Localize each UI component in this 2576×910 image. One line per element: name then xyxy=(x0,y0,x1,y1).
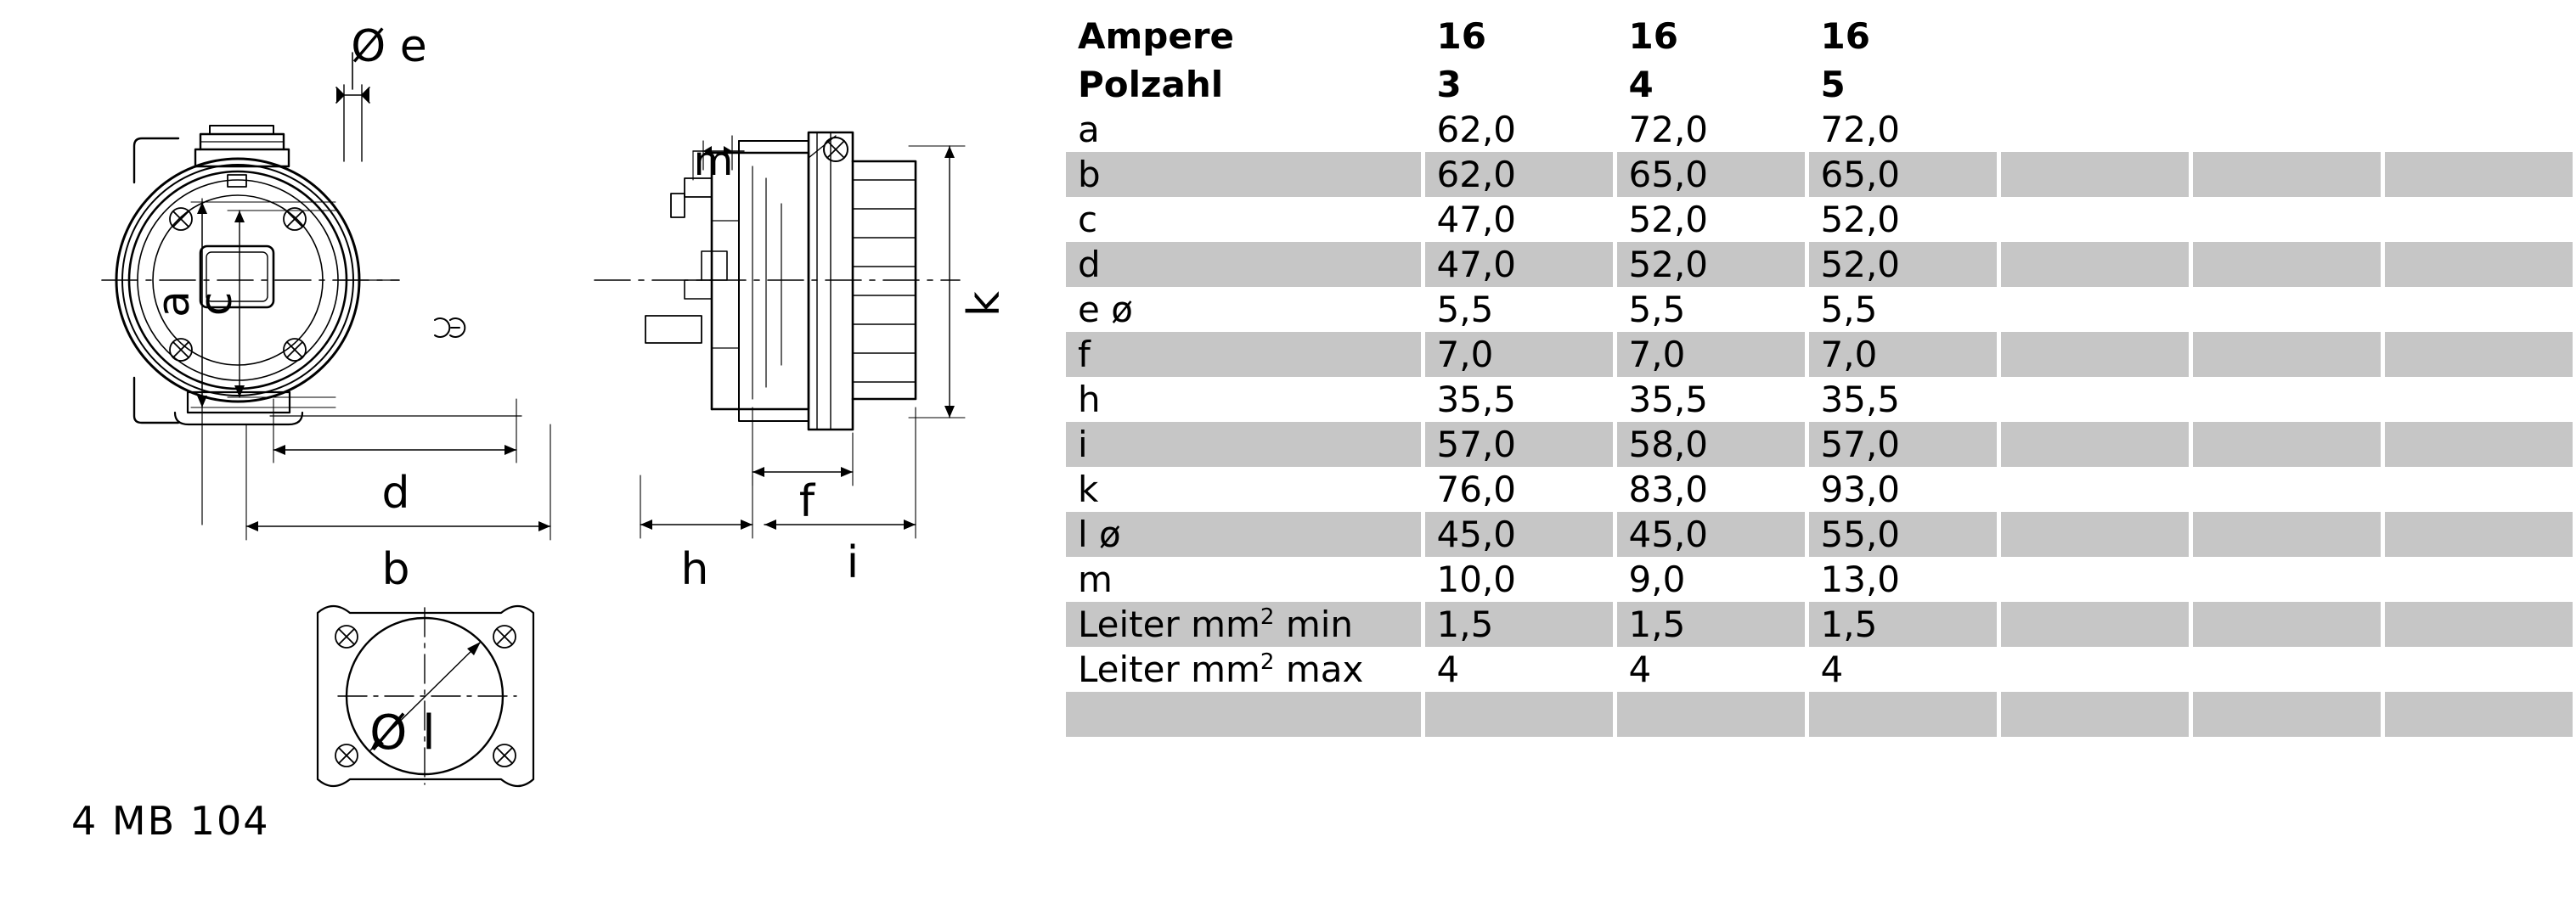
part-number: 4 MB 104 xyxy=(71,798,270,844)
cell-value xyxy=(1998,377,2190,422)
ce-marking xyxy=(435,318,465,337)
row-label: c xyxy=(1066,197,1423,242)
table-row xyxy=(1066,422,2574,467)
cell-value: 62,0 xyxy=(1423,107,1615,152)
cell-value xyxy=(1998,647,2190,692)
cell-value: 10,0 xyxy=(1423,557,1615,602)
cell-value xyxy=(2190,422,2382,467)
row-label: Ampere xyxy=(1066,0,1423,61)
table-header-row xyxy=(1066,61,2574,107)
table-row xyxy=(1066,107,2574,152)
row-label: b xyxy=(1066,152,1423,197)
cell-value: 1,5 xyxy=(1807,602,1998,647)
cell-value: 47,0 xyxy=(1423,197,1615,242)
cell-value xyxy=(1615,692,1807,737)
cell-value xyxy=(2382,107,2574,152)
cell-value: 4 xyxy=(1423,647,1615,692)
cell-value xyxy=(1423,692,1615,737)
cell-value xyxy=(2190,197,2382,242)
cell-value xyxy=(1998,422,2190,467)
table-row xyxy=(1066,197,2574,242)
label-i: i xyxy=(846,537,860,588)
cell-value xyxy=(2382,602,2574,647)
cell-value xyxy=(2190,287,2382,332)
cell-value xyxy=(2382,242,2574,287)
cell-value: 13,0 xyxy=(1807,557,1998,602)
cell-value: 57,0 xyxy=(1423,422,1615,467)
row-label: Leiter $mm^2$ min xyxy=(1066,602,1423,647)
cell-value xyxy=(2190,107,2382,152)
cell-value: 5,5 xyxy=(1807,287,1998,332)
cell-value xyxy=(2190,332,2382,377)
table-row xyxy=(1066,377,2574,422)
cell-value: 4 xyxy=(1615,61,1807,107)
cell-value xyxy=(2382,197,2574,242)
label-a: a xyxy=(149,290,200,317)
cell-value xyxy=(2190,602,2382,647)
cell-value: 76,0 xyxy=(1423,467,1615,512)
cell-value: 93,0 xyxy=(1807,467,1998,512)
cell-value xyxy=(2382,467,2574,512)
row-label: Leiter $mm^2$ max xyxy=(1066,647,1423,692)
cell-value xyxy=(2382,332,2574,377)
label-c: c xyxy=(191,291,242,317)
label-d: d xyxy=(381,468,410,519)
cell-value: 72,0 xyxy=(1615,107,1807,152)
cell-value: 65,0 xyxy=(1615,152,1807,197)
cell-value xyxy=(1998,332,2190,377)
label-k: k xyxy=(959,290,1010,317)
cell-value xyxy=(2190,692,2382,737)
cell-value: 5,5 xyxy=(1423,287,1615,332)
cell-value: 7,0 xyxy=(1423,332,1615,377)
row-label: Polzahl xyxy=(1066,61,1423,107)
table-row xyxy=(1066,512,2574,557)
table-row xyxy=(1066,647,2574,692)
cell-value: 57,0 xyxy=(1807,422,1998,467)
row-label: k xyxy=(1066,467,1423,512)
table-row xyxy=(1066,602,2574,647)
cell-value xyxy=(2382,557,2574,602)
table-row xyxy=(1066,557,2574,602)
cell-value xyxy=(2382,287,2574,332)
cell-value: 16 xyxy=(1615,0,1807,61)
product-drawing xyxy=(0,0,1045,910)
cell-value xyxy=(1998,0,2190,61)
cell-value xyxy=(2382,61,2574,107)
label-b: b xyxy=(381,544,410,595)
label-diameter-e: Ø e xyxy=(351,21,427,72)
cell-value xyxy=(1998,557,2190,602)
cell-value xyxy=(2382,422,2574,467)
cell-value xyxy=(2190,152,2382,197)
cell-value: 35,5 xyxy=(1423,377,1615,422)
row-label: m xyxy=(1066,557,1423,602)
cell-value xyxy=(2382,647,2574,692)
cell-value: 1,5 xyxy=(1615,602,1807,647)
drawing-svg xyxy=(0,0,1045,910)
side-view xyxy=(595,132,965,538)
cell-value: 16 xyxy=(1807,0,1998,61)
cell-value: 65,0 xyxy=(1807,152,1998,197)
cell-value: 45,0 xyxy=(1615,512,1807,557)
cell-value xyxy=(1998,467,2190,512)
cell-value xyxy=(2190,557,2382,602)
cell-value xyxy=(1998,61,2190,107)
row-label: i xyxy=(1066,422,1423,467)
cell-value: 58,0 xyxy=(1615,422,1807,467)
cell-value xyxy=(2190,467,2382,512)
cell-value: 35,5 xyxy=(1615,377,1807,422)
label-m: m xyxy=(693,138,734,185)
table-row xyxy=(1066,152,2574,197)
cell-value xyxy=(1998,287,2190,332)
cell-value: 5,5 xyxy=(1615,287,1807,332)
cell-value xyxy=(1998,242,2190,287)
table-header-row xyxy=(1066,0,2574,61)
cell-value xyxy=(1998,602,2190,647)
cell-value: 7,0 xyxy=(1615,332,1807,377)
cell-value: 55,0 xyxy=(1807,512,1998,557)
spec-table xyxy=(1066,0,2576,737)
cell-value xyxy=(2382,377,2574,422)
table-row xyxy=(1066,287,2574,332)
specification-table xyxy=(1066,0,2576,910)
cell-value: 16 xyxy=(1423,0,1615,61)
cell-value: 4 xyxy=(1807,647,1998,692)
cell-value xyxy=(1807,692,1998,737)
cell-value: 62,0 xyxy=(1423,152,1615,197)
label-diameter-l: Ø l xyxy=(369,705,436,761)
table-row xyxy=(1066,467,2574,512)
table-row xyxy=(1066,332,2574,377)
cell-value xyxy=(2190,647,2382,692)
row-label: a xyxy=(1066,107,1423,152)
row-label: f xyxy=(1066,332,1423,377)
cell-value: 47,0 xyxy=(1423,242,1615,287)
cell-value xyxy=(2190,61,2382,107)
table-row xyxy=(1066,692,2574,737)
cell-value: 83,0 xyxy=(1615,467,1807,512)
cell-value: 45,0 xyxy=(1423,512,1615,557)
cell-value xyxy=(1998,512,2190,557)
cell-value xyxy=(2382,512,2574,557)
label-h: h xyxy=(680,544,709,595)
cell-value xyxy=(2190,512,2382,557)
cell-value: 7,0 xyxy=(1807,332,1998,377)
row-label xyxy=(1066,692,1423,737)
cell-value xyxy=(2190,242,2382,287)
row-label: e ø xyxy=(1066,287,1423,332)
cell-value: 52,0 xyxy=(1807,197,1998,242)
cell-value: 5 xyxy=(1807,61,1998,107)
row-label: l ø xyxy=(1066,512,1423,557)
cell-value xyxy=(2190,377,2382,422)
spec-table-body xyxy=(1066,0,2574,737)
row-label: h xyxy=(1066,377,1423,422)
cell-value xyxy=(1998,197,2190,242)
cell-value: 1,5 xyxy=(1423,602,1615,647)
cell-value: 35,5 xyxy=(1807,377,1998,422)
cell-value xyxy=(1998,692,2190,737)
cell-value xyxy=(2190,0,2382,61)
cell-value xyxy=(2382,692,2574,737)
row-label: d xyxy=(1066,242,1423,287)
cell-value: 52,0 xyxy=(1807,242,1998,287)
cell-value: 52,0 xyxy=(1615,197,1807,242)
cell-value: 72,0 xyxy=(1807,107,1998,152)
cell-value: 9,0 xyxy=(1615,557,1807,602)
label-f: f xyxy=(798,476,815,527)
cell-value: 52,0 xyxy=(1615,242,1807,287)
cell-value: 3 xyxy=(1423,61,1615,107)
cell-value xyxy=(1998,107,2190,152)
table-row xyxy=(1066,242,2574,287)
cell-value xyxy=(2382,152,2574,197)
cell-value xyxy=(2382,0,2574,61)
cell-value xyxy=(1998,152,2190,197)
cell-value: 4 xyxy=(1615,647,1807,692)
